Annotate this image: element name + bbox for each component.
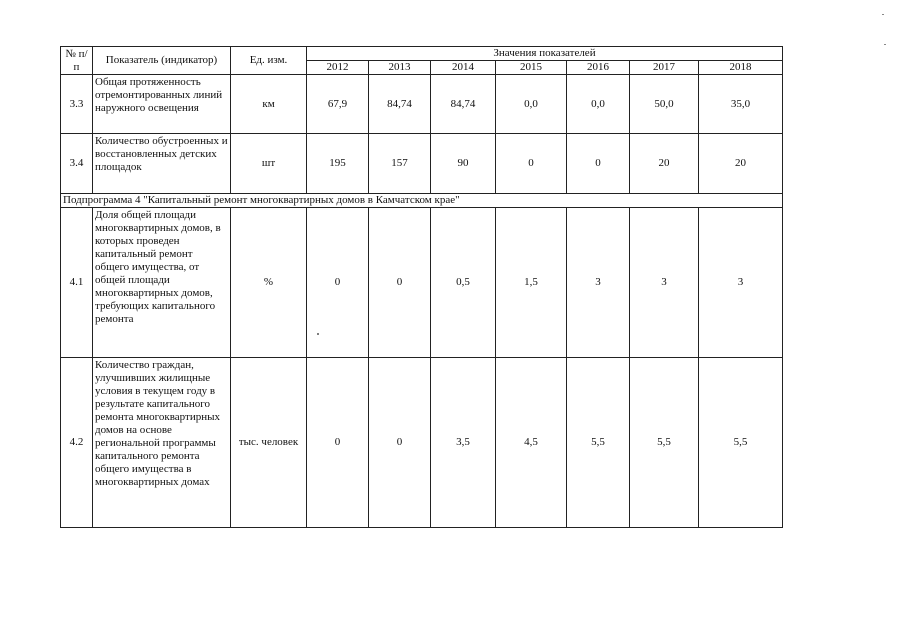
row-indicator-name: Количество обустроенных и восстановленных детских площадок bbox=[93, 134, 231, 194]
header-year: 2012 bbox=[307, 61, 369, 75]
row-value: 20 bbox=[699, 134, 783, 194]
row-unit: км bbox=[231, 75, 307, 134]
scan-speck bbox=[882, 14, 884, 15]
row-value: 0 bbox=[496, 134, 567, 194]
row-indicator-name: Доля общей площади многоквартирных домов, в которых проведен капитальный ремонт общего имущества, от общей площади многоквартирных домов, требующих капитального ремонта bbox=[93, 208, 231, 358]
row-value: 5,5 bbox=[630, 358, 699, 528]
table-row bbox=[61, 75, 783, 134]
row-value: 0 bbox=[369, 358, 431, 528]
row-value: 84,74 bbox=[369, 75, 431, 134]
row-num: 3.4 bbox=[61, 134, 93, 194]
header-year: 2017 bbox=[630, 61, 699, 75]
header-row-top bbox=[61, 47, 783, 61]
table-row bbox=[61, 208, 783, 358]
row-num: 4.2 bbox=[61, 358, 93, 528]
row-num: 4.1 bbox=[61, 208, 93, 358]
row-unit: % bbox=[231, 208, 307, 358]
scan-speck bbox=[317, 333, 319, 335]
row-value: 0 bbox=[369, 208, 431, 358]
row-value: 50,0 bbox=[630, 75, 699, 134]
row-value: 195 bbox=[307, 134, 369, 194]
row-value: 0,0 bbox=[496, 75, 567, 134]
row-value: 84,74 bbox=[431, 75, 496, 134]
row-value: 3,5 bbox=[431, 358, 496, 528]
header-year: 2014 bbox=[431, 61, 496, 75]
row-value: 0 bbox=[307, 208, 369, 358]
row-num: 3.3 bbox=[61, 75, 93, 134]
row-value: 0,0 bbox=[567, 75, 630, 134]
header-indicator: Показатель (индикатор) bbox=[93, 47, 231, 75]
row-value: 3 bbox=[630, 208, 699, 358]
header-num: № п/п bbox=[61, 47, 93, 75]
row-indicator-name: Количество граждан, улучшивших жилищные условия в текущем году в результате капитального ремонта многоквартирных домов на основе региональной программы капитального ремонта общего имущества в многоквартирных домах bbox=[93, 358, 231, 528]
row-value: 3 bbox=[699, 208, 783, 358]
header-year: 2015 bbox=[496, 61, 567, 75]
row-value: 5,5 bbox=[567, 358, 630, 528]
subprogram-row bbox=[61, 194, 783, 208]
header-year: 2016 bbox=[567, 61, 630, 75]
row-value: 35,0 bbox=[699, 75, 783, 134]
header-year: 2018 bbox=[699, 61, 783, 75]
row-indicator-name: Общая протяженность отремонтированных линий наружного освещения bbox=[93, 75, 231, 134]
row-value: 1,5 bbox=[496, 208, 567, 358]
subprogram-title: Подпрограмма 4 "Капитальный ремонт многоквартирных домов в Камчатском крае" bbox=[61, 194, 783, 208]
table-row bbox=[61, 134, 783, 194]
table-row bbox=[61, 358, 783, 528]
header-unit: Ед. изм. bbox=[231, 47, 307, 75]
header-values-title: Значения показателей bbox=[307, 47, 783, 61]
row-value: 0,5 bbox=[431, 208, 496, 358]
row-value: 20 bbox=[630, 134, 699, 194]
row-value: 90 bbox=[431, 134, 496, 194]
row-value: 157 bbox=[369, 134, 431, 194]
row-value: 67,9 bbox=[307, 75, 369, 134]
row-value: 0 bbox=[307, 358, 369, 528]
row-value: 3 bbox=[567, 208, 630, 358]
row-unit: шт bbox=[231, 134, 307, 194]
indicators-table bbox=[60, 46, 783, 528]
row-unit: тыс. человек bbox=[231, 358, 307, 528]
header-year: 2013 bbox=[369, 61, 431, 75]
scan-speck bbox=[884, 44, 886, 45]
row-value: 0 bbox=[567, 134, 630, 194]
row-value: 5,5 bbox=[699, 358, 783, 528]
row-value: 4,5 bbox=[496, 358, 567, 528]
